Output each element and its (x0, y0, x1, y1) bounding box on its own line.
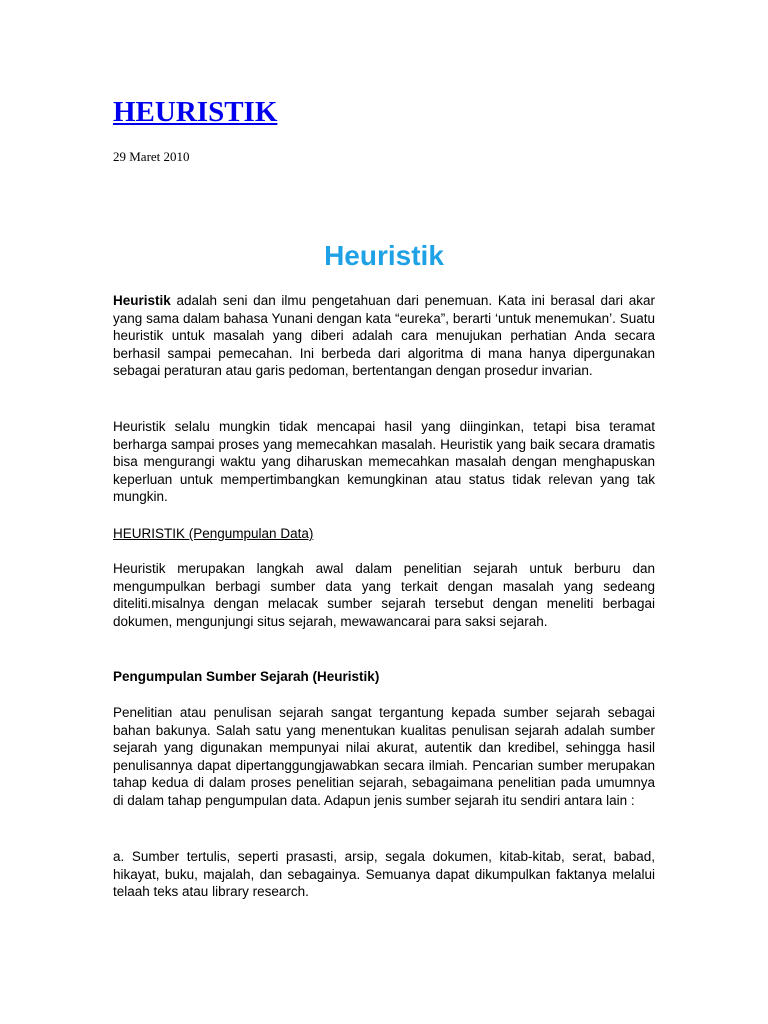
paragraph-definition (113, 292, 655, 380)
section-title: Heuristik (324, 240, 444, 271)
paragraph-sumber-tertulis: a. Sumber tertulis, seperti prasasti, arsip, segala dokumen, kitab-kitab, serat, babad, hikayat, buku, majalah, dan sebagainya. Semuanya dapat dikumpulkan faktanya melalui telaah teks atau library research. (113, 849, 655, 900)
definition-text: adalah seni dan ilmu pengetahuan dari penemuan. Kata ini berasal dari akar yang sama dalam bahasa Yunani dengan kata “eureka”, berarti ‘untuk menemukan’. Suatu heuristik untuk masalah yang diberi adalah cara menujukan perhatian Anda secara berhasil sampai pemecahan. Ini berbeda dari algoritma di mana hanya dipergunakan sebagai peraturan atau garis pedoman, bertentangan dengan prosedur invarian. (113, 293, 655, 379)
publish-date: 29 Maret 2010 (113, 149, 190, 164)
paragraph-sumber-sejarah: Penelitian atau penulisan sejarah sangat tergantung kepada sumber sejarah sebagai bahan bakunya. Salah satu yang menentukan kualitas penulisan sejarah adalah sumber sejarah yang digunakan mempunyai nilai akurat, autentik dan kredibel, sehingga hasil penulisannya dapat dipertanggungjawabkan secara ilmiah. Pencarian sumber merupakan tahap kedua di dalam proses penelitian sejarah, sebagaimana penelitian pada umumnya di dalam tahap pengumpulan data. Adapun jenis sumber sejarah itu sendiri antara lain : (113, 705, 655, 808)
document-title-link[interactable]: HEURISTIK (113, 96, 278, 128)
paragraph-langkah-awal: Heuristik merupakan langkah awal dalam penelitian sejarah untuk berburu dan mengumpulkan berbagi sumber data yang terkait dengan masalah yang sedeang diteliti.misalnya dengan melacak sumber sejarah tersebut dengan meneliti berbagai dokumen, mengunjungi situs sejarah, mewawancarai para saksi sejarah. (113, 561, 655, 629)
term-heuristik: Heuristik (113, 293, 171, 308)
paragraph-value: Heuristik selalu mungkin tidak mencapai hasil yang diinginkan, tetapi bisa teramat berharga sampai proses yang memecahkan masalah. Heuristik yang baik secara dramatis bisa mengurangi waktu yang diharuskan memecahkan masalah dengan menghapuskan keperluan untuk mempertimbangkan kemungkinan atau status tidak relevan yang tak mungkin. (113, 419, 655, 505)
subheading-pengumpulan-sumber: Pengumpulan Sumber Sejarah (Heuristik) (113, 669, 380, 684)
heading-pengumpulan-data: HEURISTIK (Pengumpulan Data) (113, 526, 314, 541)
